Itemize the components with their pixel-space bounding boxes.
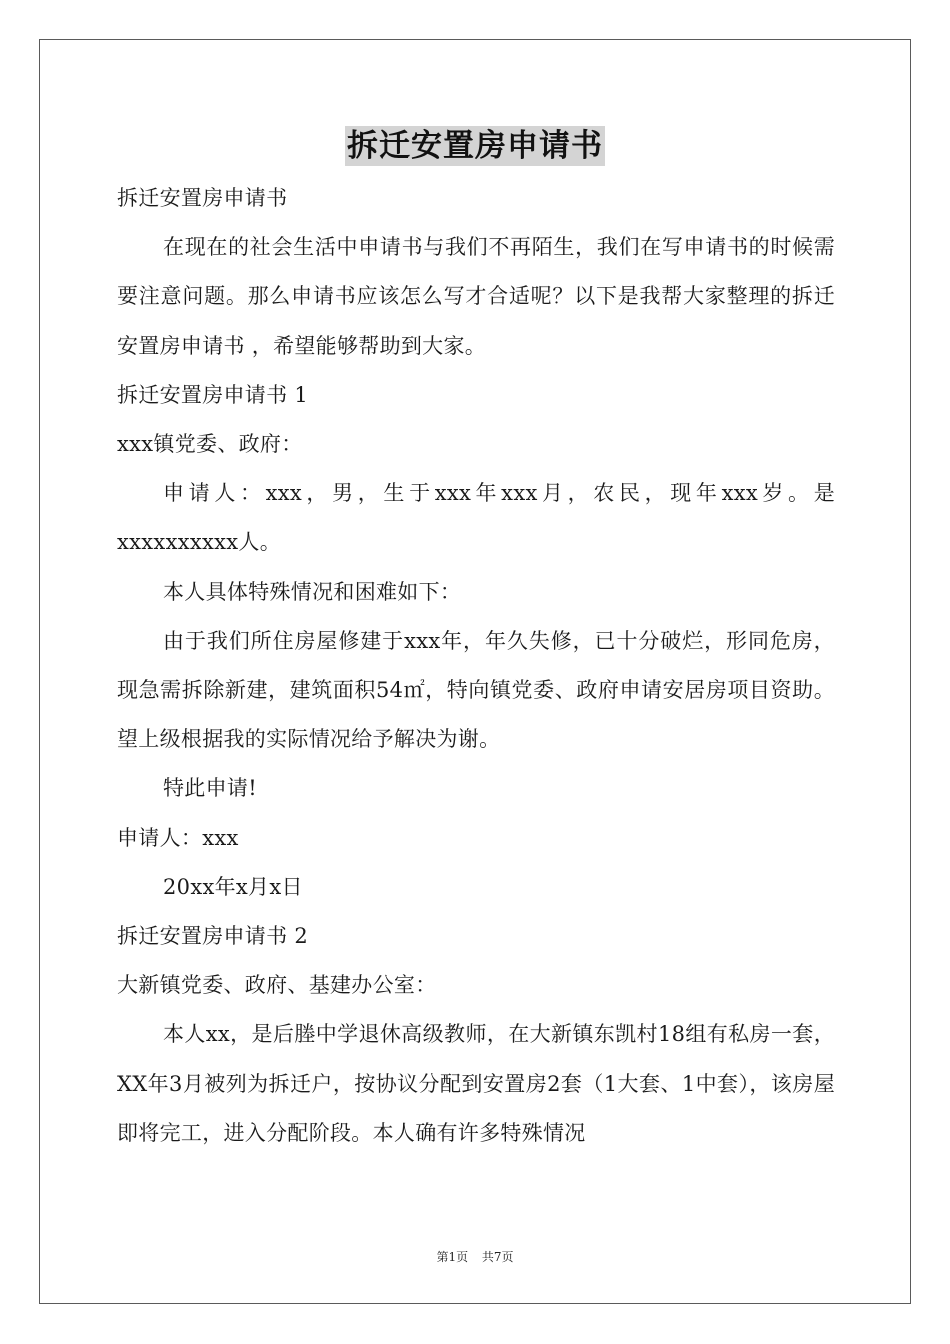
salutation-2: 大新镇党委、政府、基建办公室： [117, 973, 437, 998]
signature-line: 申请人：xxx [117, 825, 239, 850]
section-heading-2: 拆迁安置房申请书 2 [117, 924, 309, 949]
document-title: 拆迁安置房申请书 [347, 128, 603, 164]
situation-detail-paragraph: 由于我们所住房屋修建于xxx年，年久失修，已十分破烂，形同危房，现急需拆除新建，建筑面积54㎡，特向镇党委、政府申请安居房项目资助。望上级根据我的实际情况给予解决为谢。 [117, 628, 835, 752]
applicant-info-paragraph: 申请人：xxx，男，生于xxx年xxx月，农民，现年xxx岁。是xxxxxxxxxx人。 [117, 481, 835, 555]
situation-intro-paragraph: 本人具体特殊情况和困难如下： [163, 579, 462, 604]
section-heading-1: 拆迁安置房申请书 1 [117, 382, 309, 407]
salutation-1: xxx镇党委、政府： [117, 432, 303, 457]
document-body [117, 174, 835, 1158]
page-number-current: 第1页 [436, 1250, 469, 1264]
date-line: 20xx年x月x日 [163, 874, 303, 899]
section-2-paragraph: 本人xx，是后塍中学退休高级教师，在大新镇东凯村18组有私房一套，XX年3月被列为拆迁户，按协议分配到安置房2套（1大套、1中套），该房屋即将完工，进入分配阶段。本人确有许多特殊情况 [117, 1022, 835, 1145]
intro-paragraph: 在现在的社会生活中申请书与我们不再陌生，我们在写申请书的时候需要注意问题。那么申请书应该怎么写才合适呢？以下是我帮大家整理的拆迁安置房申请书 ，希望能够帮助到大家。 [117, 235, 835, 358]
page-footer [0, 1248, 950, 1265]
subtitle-line: 拆迁安置房申请书 [117, 186, 288, 210]
page-number-total: 共7页 [481, 1250, 514, 1264]
title-block [0, 126, 950, 166]
closing-request: 特此申请! [163, 776, 257, 801]
